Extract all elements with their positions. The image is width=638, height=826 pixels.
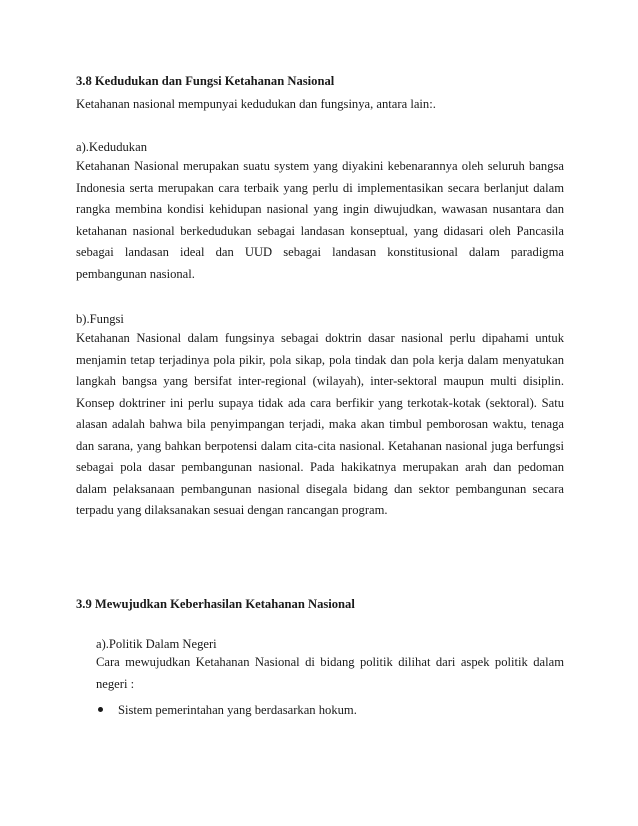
section-3-8-intro: Ketahanan nasional mempunyai kedudukan dan fungsinya, antara lain:. (76, 97, 436, 111)
politik-label: a).Politik Dalam Negeri (96, 637, 217, 651)
kedudukan-paragraph: Ketahanan Nasional merupakan suatu system yang diyakini kebenarannya oleh seluruh bangsa Indonesia serta merupakan cara terbaik yang perlu di implementasikan secara berlanjut dalam rangka membina kondisi kehidupan nasional yang ingin diwujudkan, wawasan nusantara dan ketahanan nasional berkedudukan sebagai landasan konseptual, yang didasari oleh Pancasila sebagai landasan ideal dan UUD sebagai landasan konstitusional dalam paradigma pembangunan nasional. (76, 159, 564, 281)
politik-paragraph: Cara mewujudkan Ketahanan Nasional di bidang politik dilihat dari aspek politik dalam negeri : (96, 655, 564, 691)
fungsi-paragraph: Ketahanan Nasional dalam fungsinya sebagai doktrin dasar nasional perlu dipahami untuk menjamin tetap terjadinya pola pikir, pola sikap, pola tindak dan pola kerja dalam menyatukan langkah bangsa yang bersifat inter-regional (wilayah), inter-sektoral maupun multi disiplin. Konsep doktriner ini perlu supaya tidak ada cara berfikir yang terkotak-kotak (sektoral). Satu alasan adalah bahwa bila penyimpangan terjadi, maka akan timbul pemborosan waktu, tenaga dan sarana, yang bahkan berpotensi dalam cita-cita nasional. Ketahanan nasional juga berfungsi sebagai pola dasar pembangunan nasional. Pada hakikatnya merupakan arah dan pedoman dalam pelaksanaan pembangunan nasional disegala bidang dan sektor pembangunan secara terpadu yang dilaksanakan sesuai dengan rancangan program. (76, 331, 564, 517)
bullet-icon (98, 707, 103, 712)
bullet-text: Sistem pemerintahan yang berdasarkan hokum. (118, 703, 357, 717)
section-3-9-title: 3.9 Mewujudkan Keberhasilan Ketahanan Nasional (76, 597, 355, 611)
kedudukan-label: a).Kedudukan (76, 140, 147, 154)
section-3-8-title: 3.8 Kedudukan dan Fungsi Ketahanan Nasional (76, 74, 335, 88)
fungsi-label: b).Fungsi (76, 312, 124, 326)
bullet-list-item (98, 702, 564, 718)
